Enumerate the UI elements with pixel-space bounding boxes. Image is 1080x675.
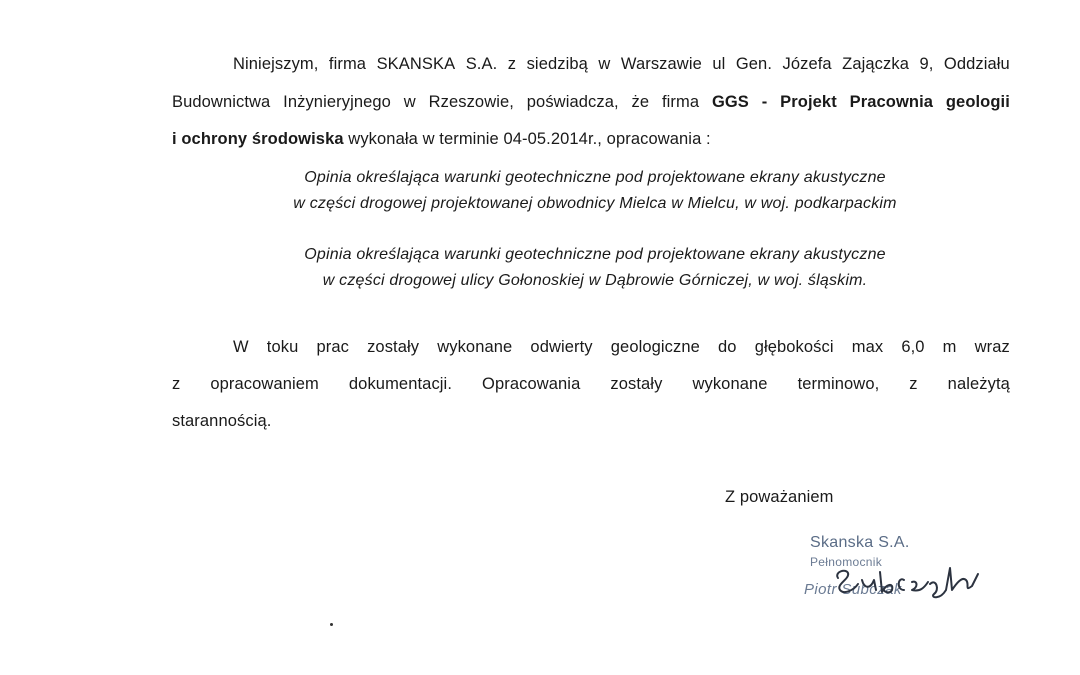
paragraph-1-line-2 [172, 92, 1010, 112]
word: zostały [610, 375, 663, 393]
word: w [598, 55, 611, 73]
word: 6,0 [901, 338, 925, 356]
word: - [761, 93, 768, 111]
word: głębokości [754, 338, 834, 356]
word: dokumentacji. [348, 375, 453, 393]
word: S.A. [465, 55, 498, 73]
company-stamp [800, 532, 1000, 622]
paragraph-2-line-3: starannością. [172, 412, 272, 430]
stamp-person-name: Piotr Subczak [804, 581, 902, 598]
word: GGS [711, 93, 749, 111]
paragraph-1-line-3 [172, 129, 711, 149]
word: Rzeszowie, [428, 93, 514, 111]
paragraph-2-line-2 [172, 374, 1010, 394]
stamp-company-name: Skanska S.A. [810, 534, 910, 551]
word: z [507, 55, 517, 73]
word: m [942, 338, 957, 356]
scan-speck [330, 623, 333, 626]
word: odwierty [530, 338, 593, 356]
word: wraz [974, 338, 1010, 356]
word: Gen. [735, 55, 773, 73]
word: W [233, 338, 249, 356]
word: zostały [367, 338, 420, 356]
word: do [718, 338, 737, 356]
opinion-1-line-1: Opinia określająca warunki geotechniczne pod projektowane ekrany akustyczne [304, 169, 886, 186]
word: 9, [919, 55, 934, 73]
opinion-2-line-1: Opinia określająca warunki geotechniczne pod projektowane ekrany akustyczne [304, 246, 886, 263]
word: SKANSKA [376, 55, 456, 73]
word: ul [712, 55, 726, 73]
word: wykonane [437, 338, 513, 356]
word: toku [266, 338, 299, 356]
word: Zajączka [842, 55, 909, 73]
word: Oddziału [943, 55, 1010, 73]
word: wykonane [692, 375, 768, 393]
word: Opracowania [482, 375, 581, 393]
word: w [403, 93, 416, 111]
word: poświadcza, [526, 93, 619, 111]
paragraph-2-line-1 [233, 337, 1010, 357]
handwritten-signature [800, 532, 1000, 622]
word: Budownictwa [172, 93, 271, 111]
word: Pracownia [849, 93, 934, 111]
paragraph-1-bold-phrase: i ochrony środowiska [172, 130, 344, 148]
word: Józefa [782, 55, 832, 73]
word: firma [661, 93, 700, 111]
word: terminowo, [797, 375, 880, 393]
word: firma [328, 55, 367, 73]
word: prac [316, 338, 349, 356]
paragraph-1-line-3-rest: wykonała w terminie 04-05.2014r., opracowania : [343, 130, 711, 148]
word: Projekt [780, 93, 837, 111]
word: z [172, 375, 181, 393]
word: geologii [945, 93, 1010, 111]
opinion-1-line-2: w części drogowej projektowanej obwodnicy Mielca w Mielcu, w woj. podkarpackim [293, 195, 897, 212]
word: należytą [947, 375, 1010, 393]
word: siedzibą [526, 55, 588, 73]
paragraph-1-line-1 [233, 54, 1010, 74]
word: Niniejszym, [233, 55, 319, 73]
word: że [631, 93, 650, 111]
word: Inżynieryjnego [283, 93, 391, 111]
opinion-2-line-2: w części drogowej ulicy Gołonoskiej w Dąbrowie Górniczej, w woj. śląskim. [322, 272, 868, 289]
stamp-role: Pełnomocnik [810, 555, 883, 569]
word: z [909, 375, 918, 393]
word: Warszawie [620, 55, 702, 73]
closing-greeting: Z poważaniem [725, 488, 834, 506]
word: max [851, 338, 884, 356]
word: geologiczne [610, 338, 700, 356]
word: opracowaniem [210, 375, 319, 393]
